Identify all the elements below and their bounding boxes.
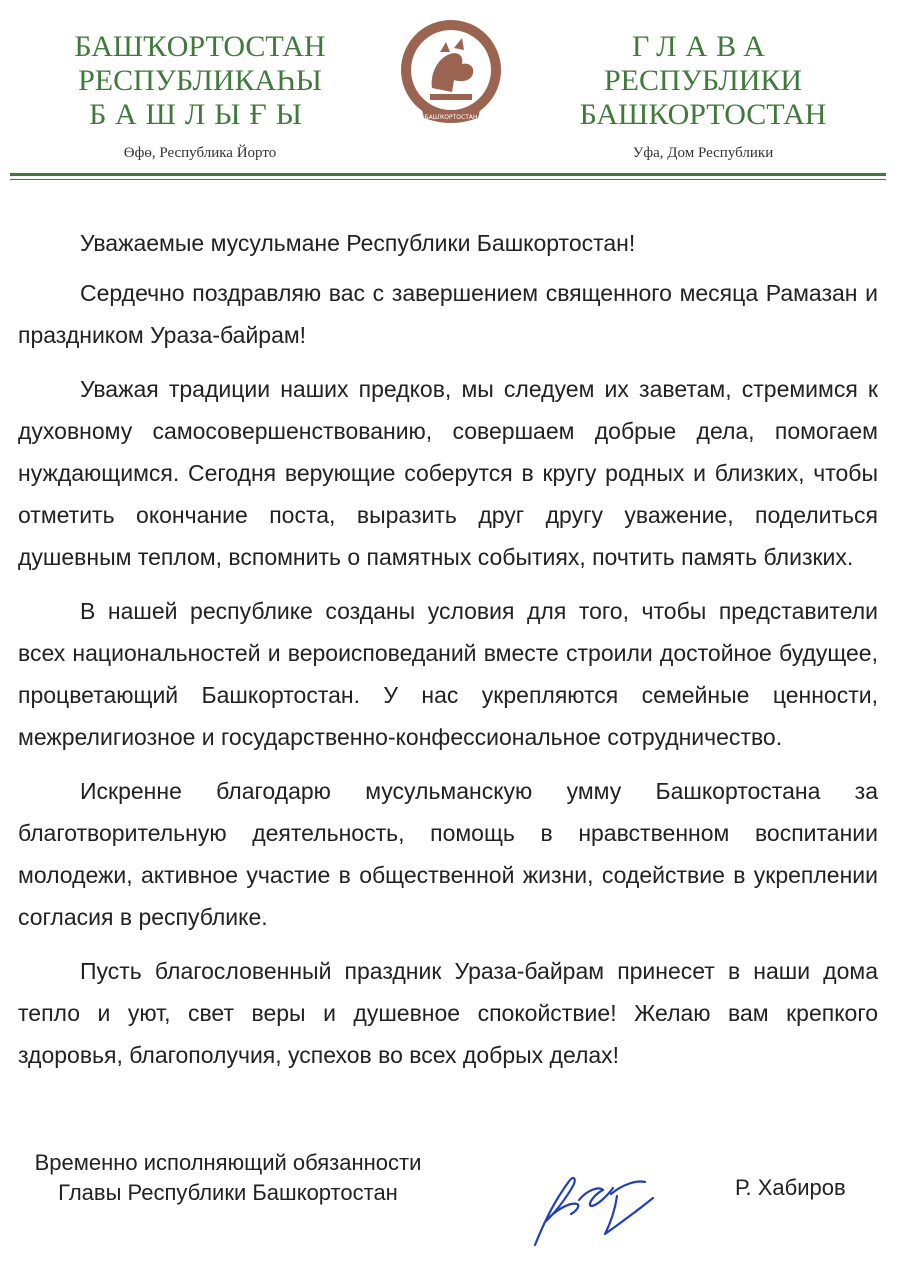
letter-body xyxy=(18,222,878,1088)
letter-greeting: Уважаемые мусульмане Республики Башкортостан! xyxy=(80,230,636,256)
bashkortostan-emblem-icon xyxy=(392,18,510,128)
signatory-title xyxy=(18,1148,438,1208)
letter-paragraph-5: Пусть благословенный праздник Ураза-байрам принесет в наши дома тепло и уют, свет веры и душевное спокойствие! Желаю вам крепкого здоровья, благополучия, успехов во всех добрых делах! xyxy=(18,958,878,1068)
signatory-name: Р. Хабиров xyxy=(735,1175,846,1200)
letterhead-right-line-1: ГЛАВА xyxy=(632,30,774,63)
letterhead-left-line-3: БАШЛЫҒЫ xyxy=(89,98,311,131)
letterhead-left-line-2: РЕСПУБЛИКАҺЫ xyxy=(78,64,322,97)
letterhead-right-line-2: РЕСПУБЛИКИ xyxy=(603,64,803,97)
header-divider-thin xyxy=(10,179,886,180)
signatory-title-line-2: Главы Республики Башкортостан xyxy=(58,1180,398,1205)
letterhead-left-line-1: БАШҠОРТОСТАН xyxy=(74,30,326,63)
handwritten-signature xyxy=(515,1160,665,1255)
letterhead-right-address: Уфа, Дом Республики xyxy=(632,145,774,161)
letter-paragraph-1: Сердечно поздравляю вас с завершением священного месяца Рамазан и праздником Ураза-байрам! xyxy=(18,280,878,348)
letter-paragraph-3: В нашей республике созданы условия для того, чтобы представители всех национальностей и вероисповеданий вместе строили достойное будущее, процветающий Башкортостан. У нас укрепляются семейные ценности, межрелигиозное и государственно-конфессиональное сотрудничество. xyxy=(18,598,878,750)
letterhead-left-address: Өфө, Республика Йорто xyxy=(123,145,277,161)
letterhead-right-line-3: БАШКОРТОСТАН xyxy=(579,98,827,131)
letterhead-left-title xyxy=(40,30,360,132)
letterhead-right-title xyxy=(548,30,858,132)
letterhead xyxy=(0,0,900,185)
header-divider-thick xyxy=(10,173,886,176)
signatory-title-line-1: Временно исполняющий обязанности xyxy=(34,1150,422,1175)
letter-paragraph-2: Уважая традиции наших предков, мы следуем их заветам, стремимся к духовному самосовершенствованию, совершаем добрые дела, помогаем нуждающимся. Сегодня верующие соберутся в кругу родных и близких, чтобы отметить окончание поста, выразить друг другу уважение, поделиться душевным теплом, вспомнить о памятных событиях, почтить память близких. xyxy=(18,376,878,570)
emblem-text: БАШҠОРТОСТАН xyxy=(424,114,478,121)
letter-paragraph-4: Искренне благодарю мусульманскую умму Башкортостана за благотворительную деятельность, помощь в нравственном воспитании молодежи, активное участие в общественной жизни, содействие в укреплении согласия в республике. xyxy=(18,778,878,930)
